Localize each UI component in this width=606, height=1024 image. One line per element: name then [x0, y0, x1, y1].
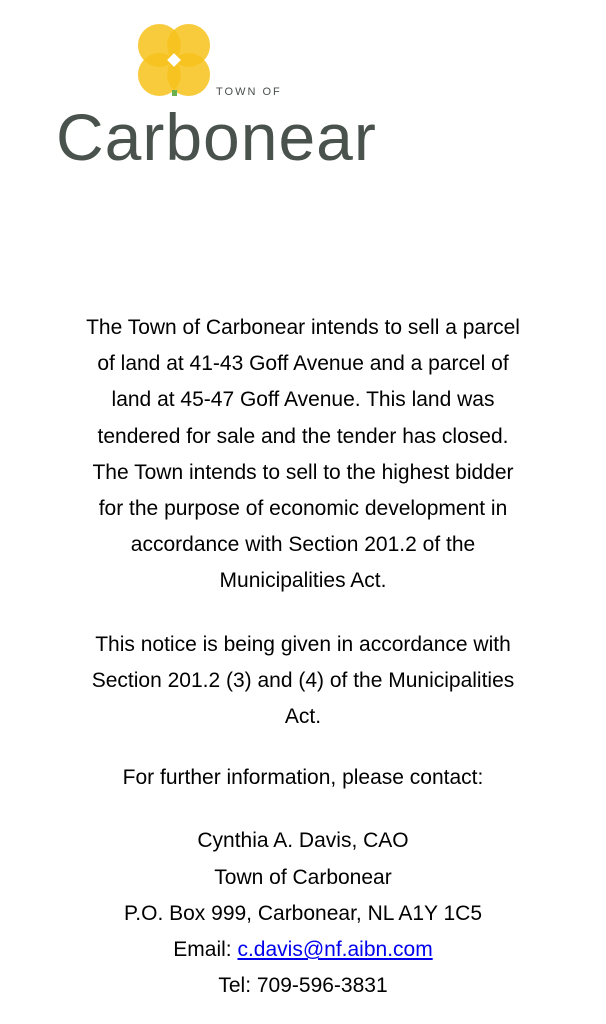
text-line: Municipalities Act. — [219, 569, 387, 593]
notice-paragraph-2 — [0, 627, 606, 736]
notice-body — [0, 310, 606, 1004]
text-line: Section 201.2 (3) and (4) of the Municipalities — [91, 668, 515, 692]
text-line: Act. — [284, 705, 322, 729]
spacer — [0, 796, 606, 823]
email-link[interactable]: c.davis@nf.aibn.com — [237, 938, 433, 962]
logo-wordmark: Carbonear — [56, 100, 377, 174]
text-line: The Town intends to sell to the highest bidder — [92, 460, 514, 484]
contact-name: Cynthia A. Davis, CAO — [197, 829, 409, 853]
text-line: The Town of Carbonear intends to sell a parcel — [86, 316, 520, 339]
spacer — [0, 600, 606, 627]
logo-town-of: TOWN OF — [216, 86, 282, 98]
text-line: of land at 41-43 Goff Avenue and a parcel of — [97, 352, 509, 376]
contact-tel: Tel: 709-596-3831 — [218, 974, 388, 998]
text-line: This notice is being given in accordance with — [95, 632, 511, 656]
text-line: accordance with Section 201.2 of the — [130, 533, 476, 557]
stem-mark — [172, 90, 177, 96]
text-line: land at 45-47 Goff Avenue. This land was — [111, 388, 495, 412]
email-label: Email: — [173, 938, 238, 962]
spacer — [0, 735, 606, 760]
contact-intro: For further information, please contact: — [122, 766, 484, 790]
notice-paragraph-1 — [0, 310, 606, 600]
contact-org: Town of Carbonear — [214, 865, 392, 889]
contact-address: P.O. Box 999, Carbonear, NL A1Y 1C5 — [123, 901, 482, 925]
flower-icon — [136, 22, 212, 98]
text-line: for the purpose of economic development in — [98, 497, 508, 521]
text-line: tendered for sale and the tender has closed. — [97, 424, 509, 448]
contact-email-line — [0, 932, 606, 968]
town-logo — [0, 0, 420, 180]
contact-block — [0, 823, 606, 1004]
